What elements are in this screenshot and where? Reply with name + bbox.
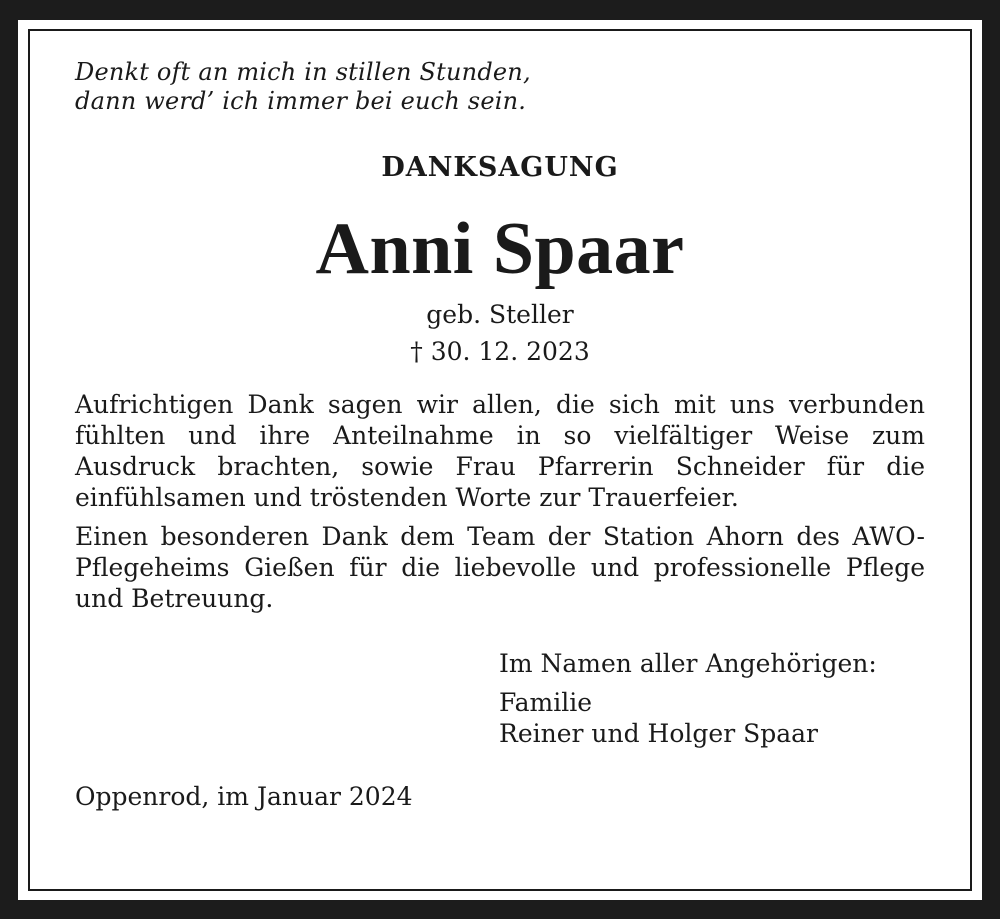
- motto-line-1: Denkt oft an mich in stillen Stunden,: [75, 58, 531, 86]
- signature-family: Familie: [499, 688, 593, 717]
- deceased-name: Anni Spaar: [315, 208, 685, 290]
- thanks-paragraph-2: Einen besonderen Dank dem Team der Station Ahorn des AWO-Pflegeheims Gießen für die liebevolle und professionelle Pflege und Betreuung.: [75, 522, 925, 613]
- obituary-card: [18, 20, 982, 900]
- thanks-paragraph-1: Aufrichtigen Dank sagen wir allen, die sich mit uns verbunden fühlten und ihre Anteilnahme in so vielfältiger Weise zum Ausdruck brachten, sowie Frau Pfarrerin Schneider für die einfühlsamen und tröstenden Worte zur Trauerfeier.: [75, 390, 925, 512]
- death-date: † 30. 12. 2023: [410, 337, 590, 366]
- signature-intro: Im Namen aller Angehörigen:: [499, 649, 877, 678]
- place-date: Oppenrod, im Januar 2024: [75, 782, 413, 811]
- maiden-name: geb. Steller: [426, 300, 574, 329]
- notice-content: [75, 58, 925, 812]
- signature-names: Reiner und Holger Spaar: [499, 719, 818, 748]
- motto-verse: [75, 58, 925, 116]
- motto-line-2: dann werd’ ich immer bei euch sein.: [75, 87, 527, 115]
- signature-block: [75, 648, 925, 749]
- notice-heading: DANKSAGUNG: [381, 152, 619, 183]
